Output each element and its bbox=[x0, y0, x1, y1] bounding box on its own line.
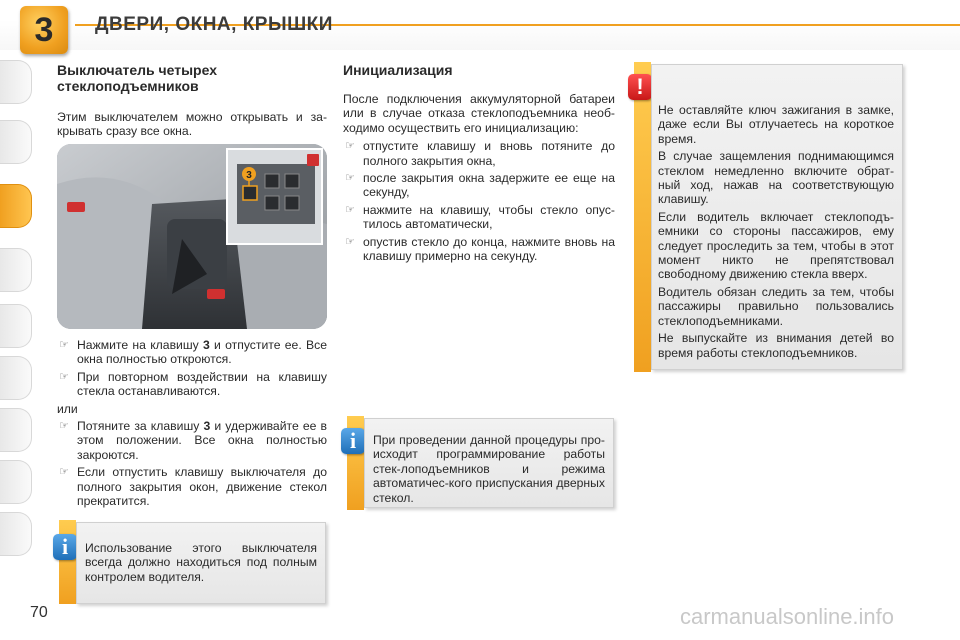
left-column bbox=[57, 62, 327, 139]
bullet-hand-icon: ☞ bbox=[345, 203, 355, 216]
bullet-hand-icon: ☞ bbox=[59, 370, 69, 383]
photo-callout-3: 3 bbox=[246, 170, 252, 181]
chapter-tab-8[interactable] bbox=[0, 460, 32, 504]
warning-paragraph: Если водитель включает стеклоподъ-емники со стороны пассажиров, ему следует проследить за тем, чтобы в этот момент никто не препятствовал свободному движению стекла вверх. bbox=[658, 209, 894, 282]
list-item: ☞ опустив стекло до конца, нажмите вновь на клавишу примерно на секунду. bbox=[345, 234, 615, 264]
left-column-instructions bbox=[57, 338, 327, 511]
warning-stripe bbox=[634, 62, 651, 372]
list-item: ☞ нажмите на клавишу, чтобы стекло опус-тилось автоматически, bbox=[345, 202, 615, 232]
chapter-tab-6[interactable] bbox=[0, 356, 32, 400]
chapter-badge: 3 bbox=[20, 6, 68, 54]
watermark: carmanualsonline.info bbox=[680, 604, 895, 629]
chapter-tab-9[interactable] bbox=[0, 512, 32, 556]
page-number: 70 bbox=[30, 604, 48, 621]
warning-paragraph: Водитель обязан следить за тем, чтобы пассажиры правильно пользовались стеклоподъемниками. bbox=[658, 284, 894, 328]
bullet-hand-icon: ☞ bbox=[345, 235, 355, 248]
list-item: ☞ отпустите клавишу и вновь потяните до полного закрытия окна, bbox=[345, 139, 615, 168]
init-intro: После подключения аккумуляторной батареи или в случае отказа стеклоподъемника необ-ходимо осуществить его инициализацию: bbox=[343, 92, 615, 135]
bullet-hand-icon: ☞ bbox=[345, 140, 355, 153]
switch-open-steps bbox=[57, 338, 327, 399]
info-box-driver-control bbox=[76, 522, 326, 604]
bullet-hand-icon: ☞ bbox=[345, 172, 355, 185]
switch-close-steps bbox=[57, 419, 327, 508]
chapter-tab-2[interactable] bbox=[0, 120, 32, 164]
warning-paragraph: Не оставляйте ключ зажигания в замке, даже если Вы отлучаетесь на короткое время. bbox=[658, 103, 894, 146]
switch-intro: Этим выключателем можно открывать и за-крывать сразу все окна. bbox=[57, 110, 327, 139]
section-heading-init: Инициализация bbox=[343, 62, 453, 78]
chapter-tab-5[interactable] bbox=[0, 304, 32, 348]
list-item: ☞ после закрытия окна задержите ее еще на секунду, bbox=[345, 171, 615, 200]
chapter-title: ДВЕРИ, ОКНА, КРЫШКИ bbox=[95, 14, 333, 35]
section-heading-switch: Выключатель четырех стеклоподъемников bbox=[57, 62, 217, 94]
info-icon: i bbox=[53, 534, 77, 560]
info-box-programming bbox=[364, 418, 614, 508]
info-icon: i bbox=[341, 428, 365, 454]
chapter-tab-1[interactable] bbox=[0, 60, 32, 104]
chapter-tab-7[interactable] bbox=[0, 408, 32, 452]
list-item: ☞ Потяните за клавишу 3 и удерживайте ее в этом положении. Все окна полностью закроются. bbox=[59, 419, 328, 462]
or-label: или bbox=[57, 401, 78, 416]
warning-icon: ! bbox=[628, 74, 652, 100]
warning-paragraph: Не выпускайте из внимания детей во время работы стеклоподъемников. bbox=[658, 331, 894, 360]
bullet-hand-icon: ☞ bbox=[59, 420, 69, 433]
info-text: Использование этого выключателя всегда должно находиться под полным контролем водителя. bbox=[85, 541, 317, 584]
list-item: ☞ Если отпустить клавишу выключателя до полного закрытия окон, движение стекол прекратится. bbox=[59, 465, 327, 509]
info-stripe-left bbox=[59, 520, 76, 604]
chapter-tab-4[interactable] bbox=[0, 248, 32, 292]
list-item: ☞ Нажмите на клавишу 3 и отпустите ее. Все окна полностью откроются. bbox=[59, 338, 327, 367]
bullet-hand-icon: ☞ bbox=[59, 339, 69, 351]
info-text: При проведении данной процедуры про-исходит программирование работы стек-лоподъемников и режима автоматичес-кого приспускания дверных стекол. bbox=[373, 433, 605, 505]
init-steps bbox=[343, 139, 615, 263]
switch-photo bbox=[57, 144, 327, 329]
warning-box bbox=[651, 64, 903, 370]
warning-paragraph: В случае защемления поднимающимся стеклом немедленно включите обрат-ный ход, нажав на соответствующую клавишу. bbox=[658, 149, 894, 207]
bullet-hand-icon: ☞ bbox=[59, 466, 69, 479]
list-item: ☞ При повторном воздействии на клавишу стекла останавливаются. bbox=[59, 369, 327, 399]
middle-column bbox=[343, 62, 615, 266]
chapter-tab-3-active[interactable] bbox=[0, 184, 32, 228]
